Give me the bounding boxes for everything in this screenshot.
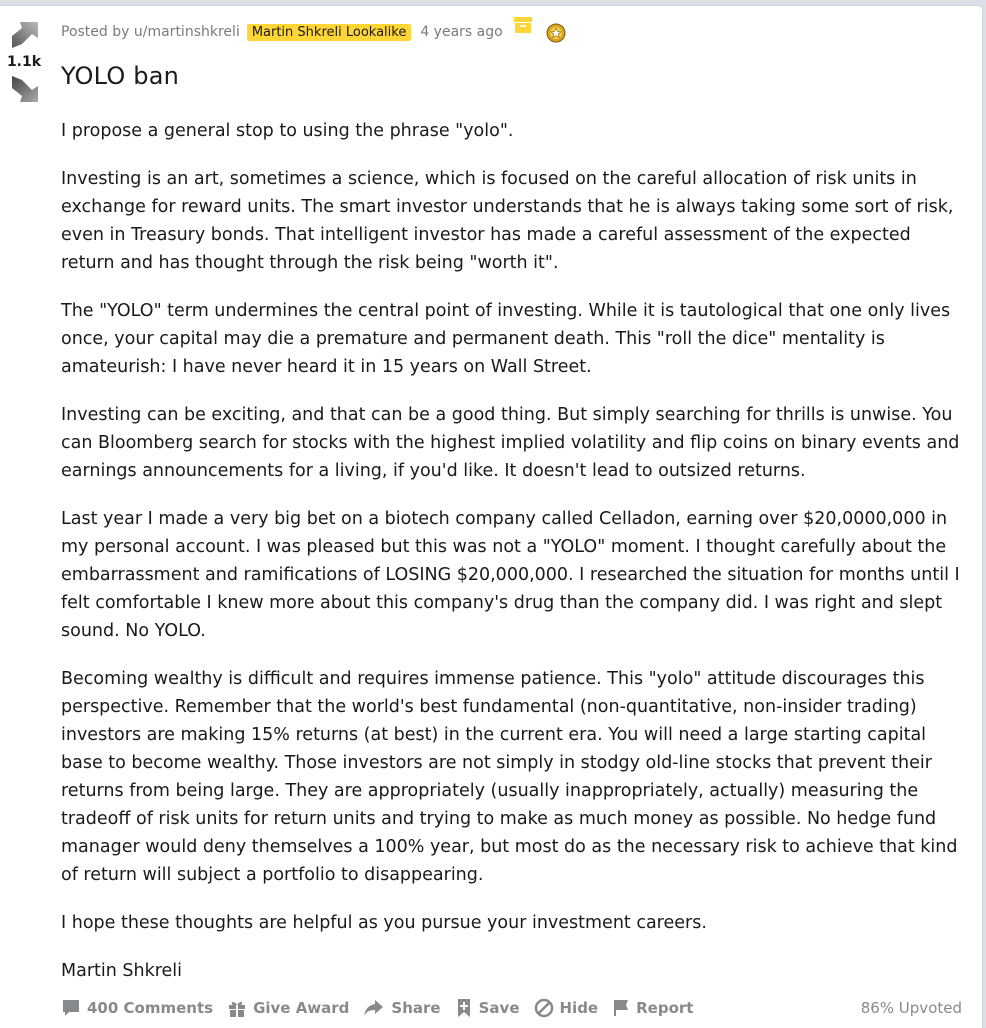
report-button[interactable]	[612, 998, 693, 1018]
post-signature: Martin Shkreli	[61, 961, 183, 981]
post-paragraph: Investing is an art, sometimes a science, which is focused on the careful allocation of risk units in exchange for reward units. The smart investor understands that he is always taking some sort of risk, even in Treasury bonds. That intelligent investor has made a careful assessment of the expected return and has thought through the risk being "worth it".	[61, 169, 954, 273]
author-link[interactable]: u/martinshkreli	[133, 24, 240, 40]
post-meta	[61, 21, 567, 43]
vote-column	[0, 14, 48, 110]
posted-by-label: Posted by	[61, 24, 130, 40]
report-label: Report	[636, 999, 694, 1017]
save-label: Save	[478, 999, 520, 1017]
give-award-label: Give Award	[253, 999, 350, 1017]
post-paragraph: The "YOLO" term undermines the central point of investing. While it is tautological that one only lives once, your capital may die a premature and permanent death. This "roll the dice" mentality is amateurish: I have never heard it in 15 years on Wall Street.	[61, 301, 951, 377]
hide-button[interactable]	[534, 998, 599, 1018]
vote-score: 1.1k	[6, 54, 42, 70]
gift-icon	[227, 998, 247, 1018]
hide-circle-slash-icon	[534, 998, 554, 1018]
upvote-arrow-icon[interactable]	[4, 14, 44, 54]
post-paragraph: I propose a general stop to using the phrase "yolo".	[61, 121, 514, 141]
comments-label: 400 Comments	[87, 999, 214, 1017]
upvote-ratio: 86% Upvoted	[860, 999, 962, 1017]
bookmark-plus-icon	[455, 998, 473, 1018]
award-medal-icon[interactable]	[545, 21, 567, 43]
post-paragraph: Becoming wealthy is difficult and requires immense patience. This "yolo" attitude discourages this perspective. Remember that the world's best fundamental (non-quantitative, non-insider trading) investors are making 15% returns (at best) in the current era. You will need a large starting capital base to become wealthy. Those investors are not simply in stodgy old-line stocks that prevent their returns from being large. They are appropriately (usually inappropriately, actually) measuring the tradeoff of risk units for return units and trying to make as much money as possible. No hedge fund manager would deny themselves a 100% year, but most do as the necessary risk to achieve that kind of return will subject a portfolio to disappearing.	[61, 669, 958, 885]
user-flair: Martin Shkreli Lookalike	[247, 24, 412, 41]
post-paragraph: I hope these thoughts are helpful as you pursue your investment careers.	[61, 913, 707, 933]
comment-bubble-icon	[61, 998, 81, 1018]
hide-label: Hide	[559, 999, 599, 1017]
post-actions-bar	[61, 994, 966, 1022]
post-paragraph: Investing can be exciting, and that can be a good thing. But simply searching for thrills is unwise. You can Bloomberg search for stocks with the highest implied volatility and flip coins on binary events and earnings announcements for a living, if you'd like. It doesn't lead to outsized returns.	[61, 405, 960, 481]
archive-icon	[513, 15, 533, 35]
share-arrow-icon	[363, 998, 385, 1018]
post-body	[61, 117, 966, 1005]
give-award-button[interactable]	[227, 998, 349, 1018]
post-time[interactable]: 4 years ago	[420, 24, 503, 40]
post-card	[0, 5, 983, 1028]
save-button[interactable]	[455, 998, 520, 1018]
comments-button[interactable]	[61, 998, 213, 1018]
post-paragraph: Last year I made a very big bet on a biotech company called Celladon, earning over $20,0000,000 in my personal account. I was pleased but this was not a "YOLO" moment. I thought carefully about the embarrassment and ramifications of LOSING $20,000,000. I researched the situation for months until I felt comfortable I knew more about this company's drug than the company did. I was right and slept sound. No YOLO.	[61, 509, 960, 641]
flag-icon	[612, 998, 630, 1018]
post-title[interactable]: YOLO ban	[61, 62, 180, 90]
downvote-arrow-icon[interactable]	[4, 70, 44, 110]
share-button[interactable]	[363, 998, 440, 1018]
share-label: Share	[391, 999, 441, 1017]
